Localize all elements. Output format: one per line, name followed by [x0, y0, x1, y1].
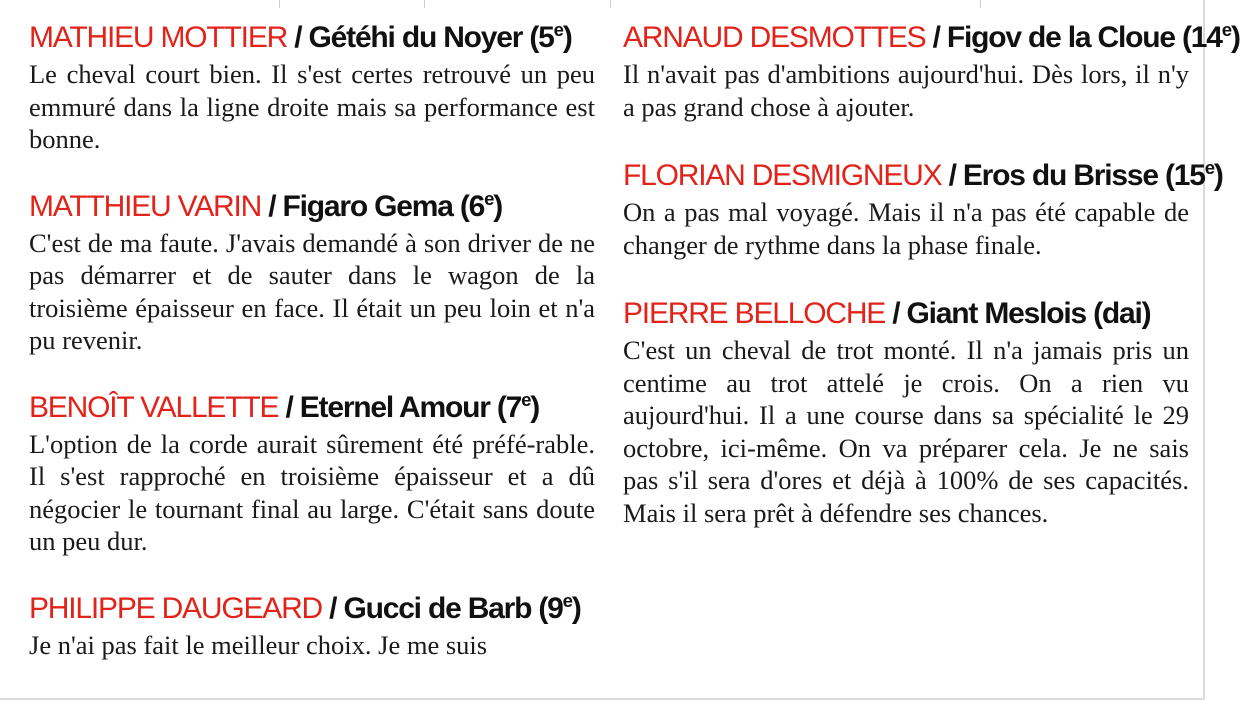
quote-text: C'est de ma faute. J'avais demandé à son driver de ne pas démarrer et de sauter dans le wagon de la troisième épaisseur en face. Il était un peu loin et n'a pu revenir.: [29, 227, 595, 355]
rank-exponent: e: [521, 388, 531, 410]
horse-name: [282, 187, 503, 223]
horse-name: [309, 21, 572, 54]
quote-text: Je n'ai pas fait le meilleur choix. Je me suis: [29, 629, 488, 660]
column-rule-mark: [424, 0, 425, 8]
heading-close: ): [530, 390, 540, 424]
column-rule-mark: [980, 0, 981, 8]
speaker-name: MATHIEU MOTTIER: [29, 21, 288, 54]
horse-label: Figaro Gema (6: [282, 189, 485, 223]
speaker-name: MATTHIEU VARIN: [29, 189, 262, 223]
horse-label: Gucci de Barb (9: [343, 591, 563, 625]
horse-name: [963, 159, 1223, 192]
quote-block: [623, 18, 1240, 123]
quote-heading: [29, 589, 595, 629]
horse-name: [907, 297, 1151, 330]
speaker-name: FLORIAN DESMIGNEUX: [623, 159, 942, 192]
heading-separator: /: [329, 591, 337, 625]
quote-block: [623, 156, 1223, 261]
quote-text: On a pas mal voyagé. Mais il n'a pas été capable de changer de rythme dans la phase finale.: [623, 197, 1189, 260]
quote-block: [29, 589, 595, 662]
horse-label: Gétéhi du Noyer (5: [308, 21, 554, 54]
horse-label: Eternel Amour (7: [299, 390, 522, 424]
horse-name: [947, 21, 1240, 54]
horse-label: Figov de la Cloue (14: [946, 21, 1222, 54]
right-column: [623, 18, 1240, 529]
heading-close: ): [571, 591, 581, 625]
rank-exponent: e: [562, 589, 572, 611]
quote-text: L'option de la corde aurait sûrement été préfé-rable. Il s'est rapproché en troisième épaisseur et a dû négocier le tournant final au large. C'était sans doute un peu dur.: [29, 428, 595, 556]
rank-exponent: e: [1221, 19, 1231, 40]
heading-close: ): [493, 189, 503, 223]
quote-text: Le cheval court bien. Il s'est certes retrouvé un peu emmuré dans la ligne droite mais sa performance est bonne.: [29, 59, 595, 154]
rank-exponent: e: [1204, 157, 1214, 178]
quote-heading: [623, 156, 1223, 196]
horse-label: Eros du Brisse (15: [962, 159, 1205, 192]
horse-label: Giant Meslois (dai): [906, 297, 1151, 330]
heading-separator: /: [268, 189, 276, 223]
quote-heading: [29, 18, 595, 58]
heading-separator: /: [948, 159, 956, 192]
horse-name: [299, 388, 540, 424]
heading-separator: /: [294, 21, 302, 54]
quote-text: C'est un cheval de trot monté. Il n'a jamais pris un centime au trot attelé je crois. On a rien vu aujourd'hui. Il a une course dans sa spécialité le 29 octobre, ici-même. On va préparer cela. Je ne sais pas s'il sera d'ores et déjà à 100% de ses capacités. Mais il sera prêt à défendre ses chances.: [623, 335, 1189, 528]
heading-close: ): [562, 21, 572, 54]
quote-block: [29, 388, 595, 558]
speaker-name: ARNAUD DESMOTTES: [623, 21, 926, 54]
speaker-name: BENOÎT VALLETTE: [29, 390, 279, 424]
quote-text: Il n'avait pas d'ambitions aujourd'hui. Dès lors, il n'y a pas grand chose à ajouter.: [623, 59, 1189, 122]
quote-heading: [623, 18, 1240, 58]
horse-name: [343, 589, 581, 625]
heading-separator: /: [892, 297, 900, 330]
quote-block: [29, 187, 595, 357]
quote-block: [623, 294, 1189, 529]
heading-separator: /: [932, 21, 940, 54]
rank-exponent: e: [553, 19, 563, 40]
heading-close: ): [1213, 159, 1223, 192]
rank-exponent: e: [484, 187, 494, 209]
column-rule-mark: [610, 0, 611, 8]
speaker-name: PIERRE BELLOCHE: [623, 297, 886, 330]
quote-heading: [29, 187, 595, 227]
quote-heading: [623, 294, 1189, 334]
heading-separator: /: [285, 390, 293, 424]
quote-block: [29, 18, 595, 156]
column-rule-mark: [279, 0, 280, 8]
left-column: [29, 18, 595, 661]
speaker-name: PHILIPPE DAUGEARD: [29, 591, 323, 625]
quote-heading: [29, 388, 595, 428]
heading-close: ): [1230, 21, 1240, 54]
